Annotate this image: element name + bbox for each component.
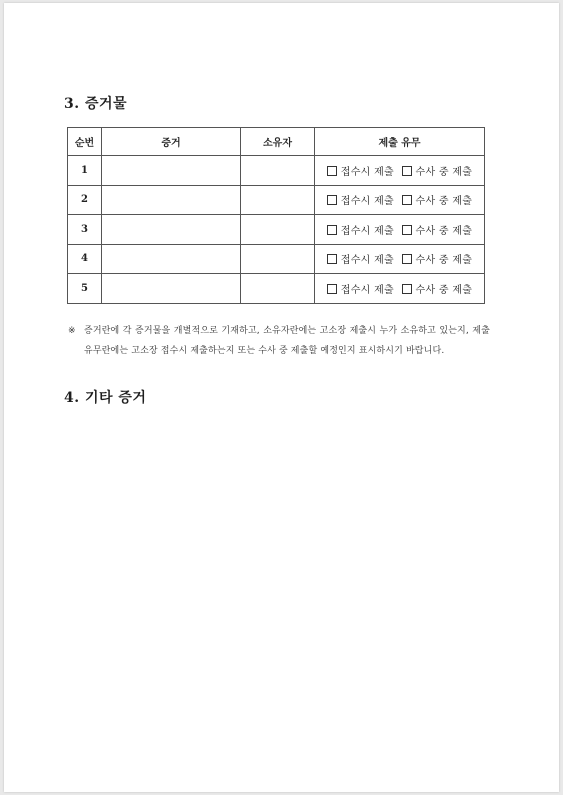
document-page [4, 3, 559, 792]
evidence-table [67, 127, 485, 304]
checkbox-submit-at-filing[interactable] [327, 225, 337, 235]
option-submit-at-filing: 접수시 제출 [340, 284, 395, 296]
table-row [68, 244, 485, 274]
checkbox-submit-during-investigation[interactable] [402, 195, 412, 205]
table-row [68, 215, 485, 245]
table-row [68, 185, 485, 215]
owner-cell[interactable] [241, 185, 315, 215]
option-submit-during-investigation: 수사 중 제출 [415, 225, 473, 237]
checkbox-submit-during-investigation[interactable] [402, 166, 412, 176]
owner-cell[interactable] [241, 156, 315, 186]
option-submit-during-investigation: 수사 중 제출 [415, 255, 473, 267]
checkbox-submit-during-investigation[interactable] [402, 225, 412, 235]
note-text: 증거란에 각 증거물을 개별적으로 기재하고, 소유자란에는 고소장 제출시 누가 소유하고 있는지, 제출 유무란에는 고소장 접수시 제출하는지 또는 수사 중 제출할 예정인지 표시하시기 바랍니다. [84, 326, 490, 356]
evidence-cell[interactable] [102, 274, 241, 304]
option-submit-at-filing: 접수시 제출 [340, 166, 395, 178]
evidence-cell[interactable] [102, 244, 241, 274]
row-number: 5 [68, 274, 102, 304]
submission-cell [315, 156, 485, 186]
checkbox-submit-during-investigation[interactable] [402, 254, 412, 264]
evidence-instruction-note [68, 321, 490, 361]
header-number: 순번 [68, 128, 102, 156]
option-submit-during-investigation: 수사 중 제출 [415, 166, 473, 178]
evidence-cell[interactable] [102, 156, 241, 186]
table-row [68, 156, 485, 186]
evidence-cell[interactable] [102, 215, 241, 245]
option-submit-at-filing: 접수시 제출 [340, 196, 395, 208]
checkbox-submit-at-filing[interactable] [327, 166, 337, 176]
owner-cell[interactable] [241, 274, 315, 304]
owner-cell[interactable] [241, 215, 315, 245]
checkbox-submit-during-investigation[interactable] [402, 284, 412, 294]
checkbox-submit-at-filing[interactable] [327, 284, 337, 294]
option-submit-at-filing: 접수시 제출 [340, 225, 395, 237]
submission-cell [315, 244, 485, 274]
submission-cell [315, 215, 485, 245]
option-submit-during-investigation: 수사 중 제출 [415, 284, 473, 296]
note-mark: ※ [68, 326, 76, 336]
section-3-heading: 3. 증거물 [64, 96, 128, 112]
option-submit-during-investigation: 수사 중 제출 [415, 196, 473, 208]
row-number: 4 [68, 244, 102, 274]
owner-cell[interactable] [241, 244, 315, 274]
section-4-heading: 4. 기타 증거 [64, 390, 147, 406]
submission-cell [315, 185, 485, 215]
submission-cell [315, 274, 485, 304]
row-number: 3 [68, 215, 102, 245]
row-number: 2 [68, 185, 102, 215]
table-row [68, 274, 485, 304]
checkbox-submit-at-filing[interactable] [327, 254, 337, 264]
row-number: 1 [68, 156, 102, 186]
checkbox-submit-at-filing[interactable] [327, 195, 337, 205]
option-submit-at-filing: 접수시 제출 [340, 255, 395, 267]
evidence-cell[interactable] [102, 185, 241, 215]
table-header-row [68, 128, 485, 156]
header-owner: 소유자 [241, 128, 315, 156]
header-submission: 제출 유무 [315, 128, 485, 156]
header-evidence: 증거 [102, 128, 241, 156]
